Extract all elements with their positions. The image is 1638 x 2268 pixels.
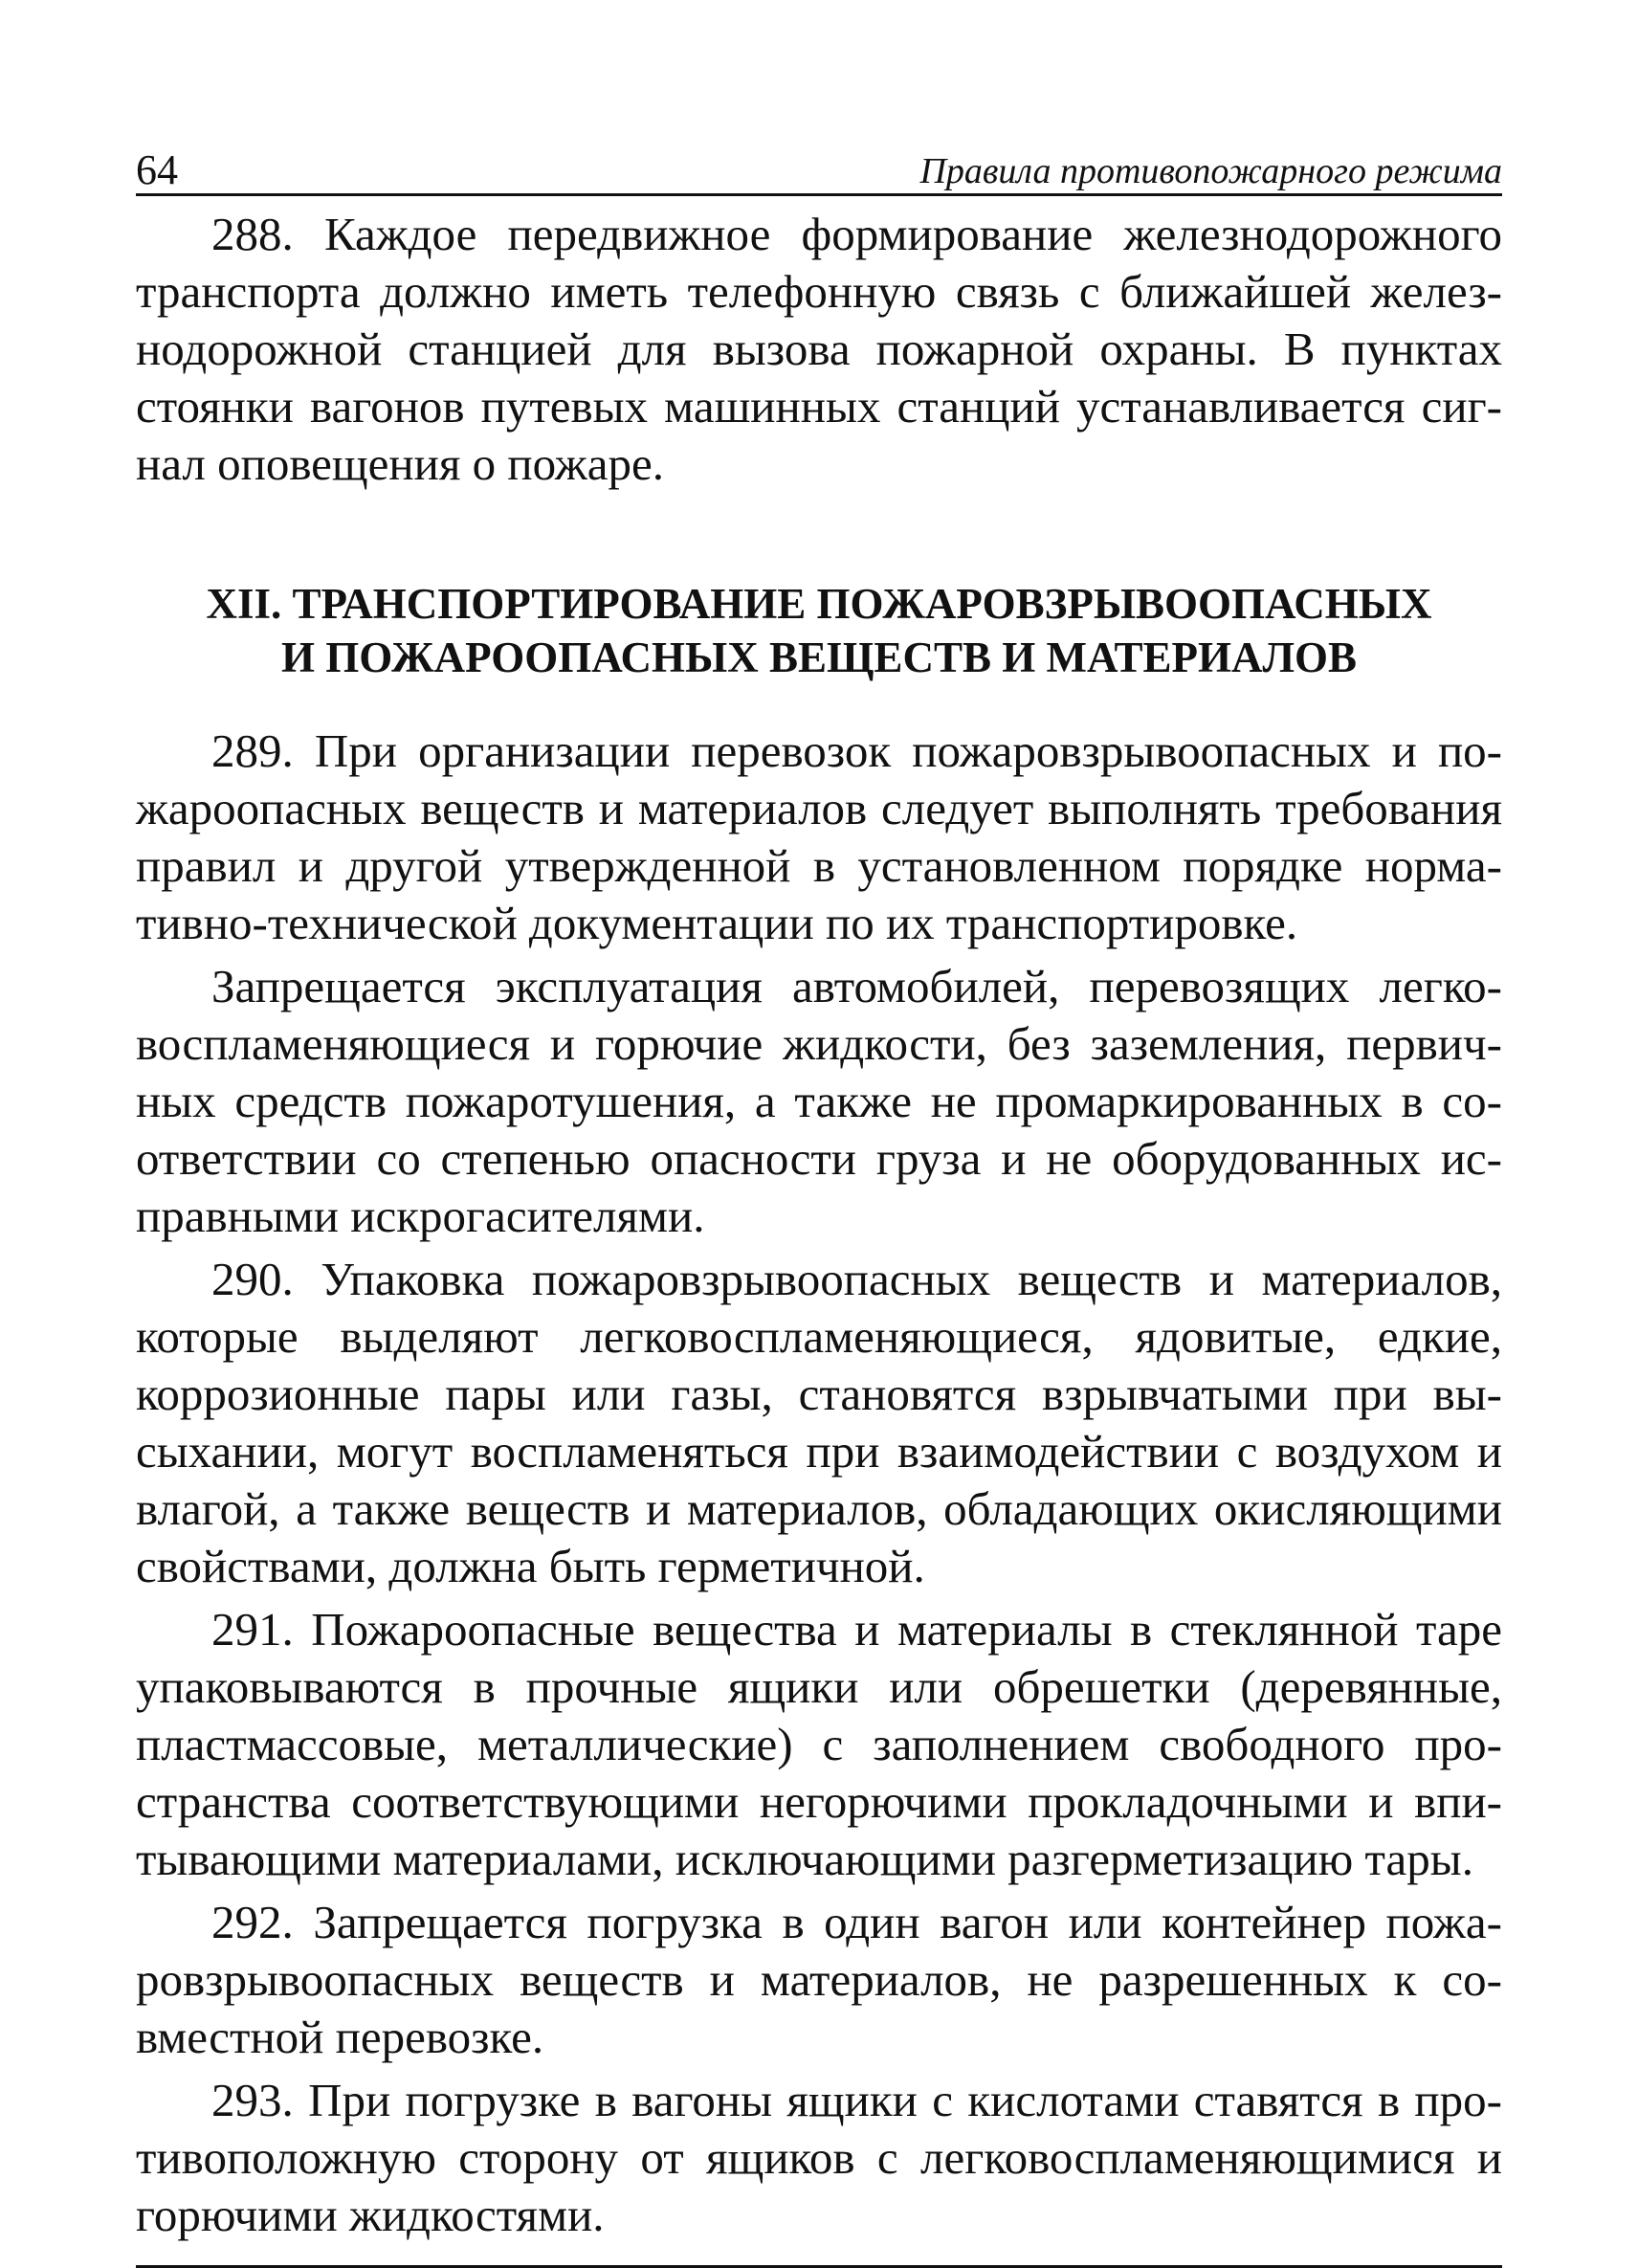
page-number: 64: [136, 146, 178, 193]
document-page: [136, 134, 1502, 2268]
paragraph-291: 291. Пожароопасные вещества и материалы в стеклянной таре упаковываются в прочные ящики или обрешетки (деревянные, пластмассовые, металлические) с заполнением свободного пространства соответствующими негорючими прокладочными и впитывающими материалами, исключающими разгерметизацию тары.: [136, 1603, 1502, 1885]
paragraph-289-prohibition: Запрещается эксплуатация автомобилей, перевозящих легковоспламеняющиеся и горючие жидкости, без заземления, первичных средств пожаротушения, а также не промаркированных в соответствии со степенью опасности груза и не оборудованных исправными искрогасителями.: [136, 960, 1502, 1242]
section-heading-line-2: И ПОЖАРООПАСНЫХ ВЕЩЕСТВ И МАТЕРИАЛОВ: [280, 634, 1358, 681]
paragraph-289: 289. При организации перевозок пожаровзрывоопасных и пожароопасных веществ и материалов следует выполнять требования правил и другой утвержденной в установленном порядке нормативно-технической документации по их транспортировке.: [136, 724, 1502, 949]
paragraph-290: 290. Упаковка пожаровзрывоопасных веществ и материалов, которые выделяют легковоспламеняющиеся, ядовитые, едкие, коррозионные пары или газы, становятся взрывчатыми при высыхании, могут воспламеняться при взаимодействии с воздухом и влагой, а также веществ и материалов, обладающих окисляющими свойствами, должна быть герметичной.: [136, 1253, 1502, 1592]
section-heading-line-1: XII. ТРАНСПОРТИРОВАНИЕ ПОЖАРОВЗРЫВООПАСНЫХ: [206, 580, 1432, 628]
paragraph-288: 288. Каждое передвижное формирование железнодорожного транспорта должно иметь телефонную связь с ближайшей железнодорожной станцией для вызова пожарной охраны. В пунктах стоянки вагонов путевых машинных станций устанавливается сигнал оповещения о пожаре.: [136, 208, 1502, 490]
running-header-title: Правила противопожарного режима: [919, 151, 1502, 191]
paragraph-292: 292. Запрещается погрузка в один вагон или контейнер пожаровзрывоопасных веществ и материалов, не разрешенных к совместной перевозке.: [136, 1896, 1502, 2063]
running-header: [136, 134, 1502, 196]
page-content: [136, 196, 1502, 2268]
paragraph-293: 293. При погрузке в вагоны ящики с кислотами ставятся в противоположную сторону от ящиков с легковоспламеняющимися и горючими жидкостями.: [136, 2074, 1502, 2241]
section-heading: [136, 577, 1502, 684]
